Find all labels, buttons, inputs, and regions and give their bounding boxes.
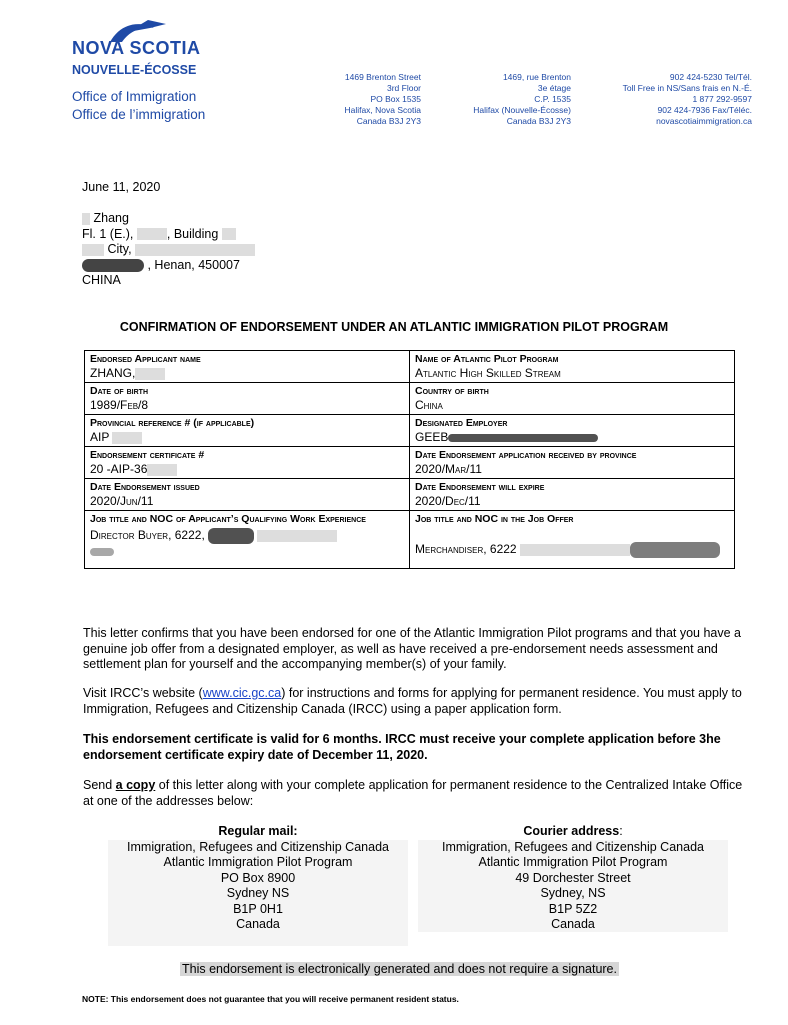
regular-mail-address: Regular mail: Immigration, Refugees and Citizenship Canada Atlantic Immigration Pilot Program PO Box 8900 Sydney NS B1P 0H1 Canada [108, 824, 408, 946]
employer-cell: Designated Employer GEEB [410, 415, 735, 447]
paragraph-send-copy: Send a copy of this letter along with your complete application for permanent residence to the Centralized Intake Office at one of the addresses below: [83, 778, 743, 808]
footer-note: NOTE: This endorsement does not guarantee that you will receive permanent resident status. [82, 994, 459, 1004]
dob-cell: Date of birth 1989/Feb/8 [85, 383, 410, 415]
office-fr: Office de l’immigration [72, 107, 206, 122]
applicant-name-cell: Endorsed Applicant name ZHANG, [85, 351, 410, 383]
courier-address: Courier address: Immigration, Refugees and Citizenship Canada Atlantic Immigration Pilot Program 49 Dorchester Street Sydney, NS B1P 5Z2 Canada [418, 824, 728, 932]
office-en: Office of Immigration [72, 89, 197, 104]
electronic-notice: This endorsement is electronically generated and does not require a signature. [182, 962, 617, 976]
provincial-reference-cell: Provincial reference # (if applicable) AIP [85, 415, 410, 447]
paragraph-endorsement: This letter confirms that you have been endorsed for one of the Atlantic Immigration Pilot programs and that you have a genuine job offer from a designated employer, as well as have received a pre-endorsement needs assessment and settlement plan for yourself and the accompanying member(s) of your family. [83, 626, 742, 671]
date-issued-cell: Date Endorsement issued 2020/Jun/11 [85, 479, 410, 511]
job-offer-cell: Job title and NOC in the Job Offer Merchandiser, 6222 [410, 511, 735, 569]
recipient-address: Zhang Fl. 1 (E.), , Building City, , Henan, 450007 CHINA [82, 211, 255, 289]
contact-info: 902 424-5230 Tel/Tél. Toll Free in NS/Sans frais en N.-É. 1 877 292-9597 902 424-7936 Fax/Téléc. novascotiaimmigration.ca [622, 72, 752, 126]
document-title: CONFIRMATION OF ENDORSEMENT UNDER AN ATLANTIC IMMIGRATION PILOT PROGRAM [119, 320, 669, 334]
letter-date: June 11, 2020 [82, 180, 161, 194]
paragraph-ircc: Visit IRCC’s website (www.cic.gc.ca) for instructions and forms for applying for permanent residence. You must apply to Immigration, Refugees and Citizenship Canada (IRCC) using a paper application form. [83, 686, 742, 716]
application-received-cell: Date Endorsement application received by province 2020/Mar/11 [410, 447, 735, 479]
certificate-number-cell: Endorsement certificate # 20 -AIP-36 [85, 447, 410, 479]
date-expire-cell: Date Endorsement will expire 2020/Dec/11 [410, 479, 735, 511]
brand-en: NOVA SCOTIA [72, 38, 201, 58]
program-name-cell: Name of Atlantic Pilot Program Atlantic High Skilled Stream [410, 351, 735, 383]
paragraph-validity: This endorsement certificate is valid for 6 months. IRCC must receive your complete application before 3he endorsement certificate expiry date of December 11, 2020. [83, 732, 721, 762]
brand-fr: NOUVELLE-ÉCOSSE [72, 63, 197, 77]
ircc-website-link[interactable]: www.cic.gc.ca [202, 686, 282, 700]
address-fr: 1469, rue Brenton 3e étage C.P. 1535 Halifax (Nouvelle-Écosse) Canada B3J 2Y3 [473, 72, 571, 126]
qualifying-experience-cell: Job title and NOC of Applicant’s Qualifying Work Experience Director Buyer, 6222, [85, 511, 410, 569]
address-en: 1469 Brenton Street 3rd Floor PO Box 1535 Halifax, Nova Scotia Canada B3J 2Y3 [344, 72, 421, 126]
endorsement-table [84, 350, 735, 569]
country-of-birth-cell: Country of birth China [410, 383, 735, 415]
